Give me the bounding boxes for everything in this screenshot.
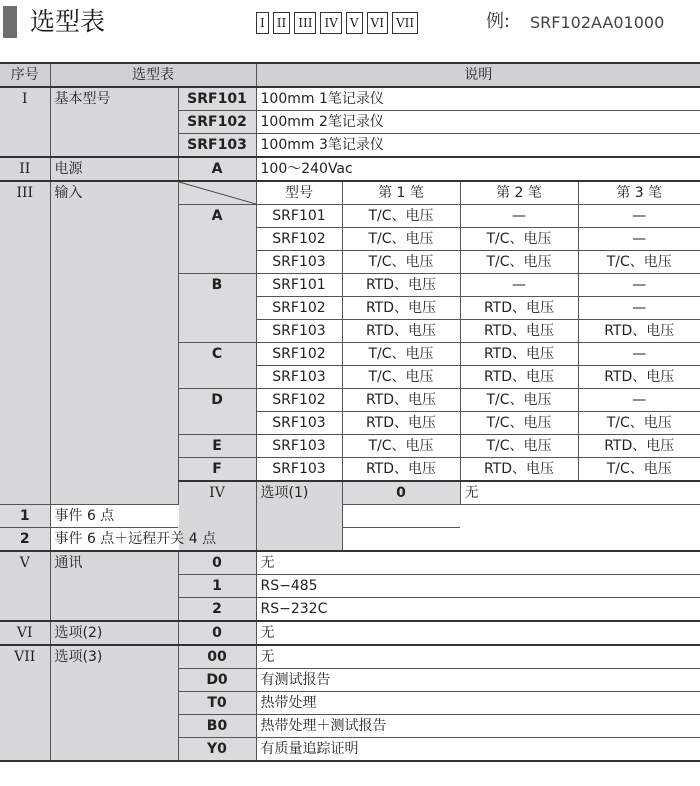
pen-cell: RTD、电压 [342, 412, 460, 435]
code-cell: 0 [178, 621, 256, 645]
code-cell: A [178, 157, 256, 181]
code-cell: B0 [178, 715, 256, 738]
desc-cell: 无 [256, 621, 700, 645]
model-cell: SRF102 [256, 228, 342, 251]
code-box-4: IV [320, 12, 341, 34]
seq-cell: II [0, 157, 50, 181]
code-cell: 00 [178, 645, 256, 669]
code-cell: B [178, 274, 256, 343]
desc-cell: 100～240Vac [256, 157, 700, 181]
code-legend [256, 12, 418, 34]
pen-cell: — [578, 274, 700, 297]
seq-cell: IV [178, 481, 256, 551]
model-cell: SRF101 [256, 205, 342, 228]
pen-cell: RTD、电压 [342, 297, 460, 320]
model-cell: SRF103 [256, 435, 342, 458]
desc-cell: 热带处理 [256, 692, 700, 715]
pen-cell: T/C、电压 [342, 251, 460, 274]
desc-cell: RS−485 [256, 575, 700, 598]
model-cell: SRF103 [256, 251, 342, 274]
header-seq: 序号 [0, 63, 50, 87]
pen-cell: RTD、电压 [342, 458, 460, 482]
pen-cell: — [460, 274, 578, 297]
pen-cell: RTD、电压 [460, 366, 578, 389]
pen-cell: — [460, 205, 578, 228]
pen-cell: T/C、电压 [342, 366, 460, 389]
desc-cell: 有质量追踪证明 [256, 738, 700, 762]
title-accent-bar [3, 6, 17, 38]
model-cell: SRF103 [256, 412, 342, 435]
code-cell: 1 [178, 575, 256, 598]
pen-cell: T/C、电压 [342, 343, 460, 366]
desc-cell: 无 [256, 551, 700, 575]
seq-cell: V [0, 551, 50, 621]
code-cell: Y0 [178, 738, 256, 762]
pen-cell: T/C、电压 [578, 458, 700, 482]
desc-cell: 事件 6 点＋远程开关 4 点 [50, 528, 460, 552]
seq-cell: I [0, 87, 50, 157]
sub-header: 第 1 笔 [342, 181, 460, 205]
pen-cell: T/C、电压 [342, 228, 460, 251]
table-row [0, 621, 700, 645]
seq-cell: III [0, 181, 50, 505]
desc-cell: 事件 6 点 [50, 505, 460, 528]
code-box-2: II [273, 12, 290, 34]
diagonal-line-icon [179, 182, 256, 204]
header-desc: 说明 [256, 63, 700, 87]
pen-cell: RTD、电压 [578, 366, 700, 389]
header-select: 选型表 [50, 63, 256, 87]
model-cell: SRF103 [256, 366, 342, 389]
code-cell: SRF103 [178, 134, 256, 158]
desc-cell: 100mm 3笔记录仪 [256, 134, 700, 158]
model-cell: SRF103 [256, 458, 342, 482]
code-cell: E [178, 435, 256, 458]
desc-cell: RS−232C [256, 598, 700, 622]
code-cell: D0 [178, 669, 256, 692]
pen-cell: — [578, 297, 700, 320]
section-name: 选项(1) [256, 481, 342, 551]
selection-table [0, 62, 700, 762]
model-cell: SRF103 [256, 320, 342, 343]
pen-cell: — [578, 228, 700, 251]
section-name: 基本型号 [50, 87, 178, 157]
pen-cell: T/C、电压 [460, 435, 578, 458]
code-cell: D [178, 389, 256, 435]
sub-header: 第 3 笔 [578, 181, 700, 205]
code-cell: 0 [178, 551, 256, 575]
pen-cell: T/C、电压 [578, 412, 700, 435]
model-cell: SRF102 [256, 297, 342, 320]
code-cell: 1 [0, 505, 50, 528]
example-value: SRF102AA01000 [530, 13, 665, 32]
page-header [0, 0, 700, 44]
code-box-7: VII [392, 12, 418, 34]
desc-cell: 无 [460, 481, 700, 505]
table-row [0, 645, 700, 669]
model-cell: SRF102 [256, 389, 342, 412]
pen-cell: T/C、电压 [460, 251, 578, 274]
pen-cell: — [578, 343, 700, 366]
table-row [0, 157, 700, 181]
pen-cell: T/C、电压 [342, 205, 460, 228]
pen-cell: T/C、电压 [460, 412, 578, 435]
code-cell: 2 [0, 528, 50, 552]
table-row [0, 181, 700, 205]
pen-cell: — [578, 389, 700, 412]
table-row [0, 551, 700, 575]
pen-cell: RTD、电压 [342, 389, 460, 412]
code-cell: F [178, 458, 256, 482]
section-name: 输入 [50, 181, 178, 505]
section-name: 电源 [50, 157, 178, 181]
example-label: 例: [486, 11, 511, 32]
code-cell: A [178, 205, 256, 274]
code-box-6: VI [367, 12, 388, 34]
pen-cell: T/C、电压 [342, 435, 460, 458]
pen-cell: T/C、电压 [460, 228, 578, 251]
pen-cell: RTD、电压 [460, 320, 578, 343]
pen-cell: — [578, 205, 700, 228]
seq-cell: VII [0, 645, 50, 761]
seq-cell: VI [0, 621, 50, 645]
section-name: 通讯 [50, 551, 178, 621]
code-cell: SRF102 [178, 111, 256, 134]
code-box-1: I [256, 12, 269, 34]
pen-cell: T/C、电压 [578, 251, 700, 274]
table-row [0, 528, 700, 552]
code-cell: C [178, 343, 256, 389]
pen-cell: RTD、电压 [578, 320, 700, 343]
pen-cell: RTD、电压 [460, 297, 578, 320]
pen-cell: RTD、电压 [342, 320, 460, 343]
model-cell: SRF101 [256, 274, 342, 297]
code-cell: T0 [178, 692, 256, 715]
page-title: 选型表 [30, 7, 106, 36]
desc-cell: 有测试报告 [256, 669, 700, 692]
code-cell: SRF101 [178, 87, 256, 111]
pen-cell: RTD、电压 [578, 435, 700, 458]
code-cell: 2 [178, 598, 256, 622]
table-header-row [0, 63, 700, 87]
section-name: 选项(2) [50, 621, 178, 645]
pen-cell: RTD、电压 [342, 274, 460, 297]
section-name: 选项(3) [50, 645, 178, 761]
pen-cell: RTD、电压 [460, 458, 578, 482]
table-row [0, 87, 700, 111]
desc-cell: 无 [256, 645, 700, 669]
sub-header: 第 2 笔 [460, 181, 578, 205]
model-cell: SRF102 [256, 343, 342, 366]
code-cell: 0 [342, 481, 460, 505]
code-box-5: V [346, 12, 363, 34]
desc-cell: 100mm 1笔记录仪 [256, 87, 700, 111]
desc-cell: 100mm 2笔记录仪 [256, 111, 700, 134]
pen-cell: T/C、电压 [460, 389, 578, 412]
pen-cell: RTD、电压 [460, 343, 578, 366]
code-box-3: III [294, 12, 316, 34]
diagonal-cell [178, 181, 256, 205]
desc-cell: 热带处理＋测试报告 [256, 715, 700, 738]
sub-header: 型号 [256, 181, 342, 205]
table-row [0, 505, 700, 528]
